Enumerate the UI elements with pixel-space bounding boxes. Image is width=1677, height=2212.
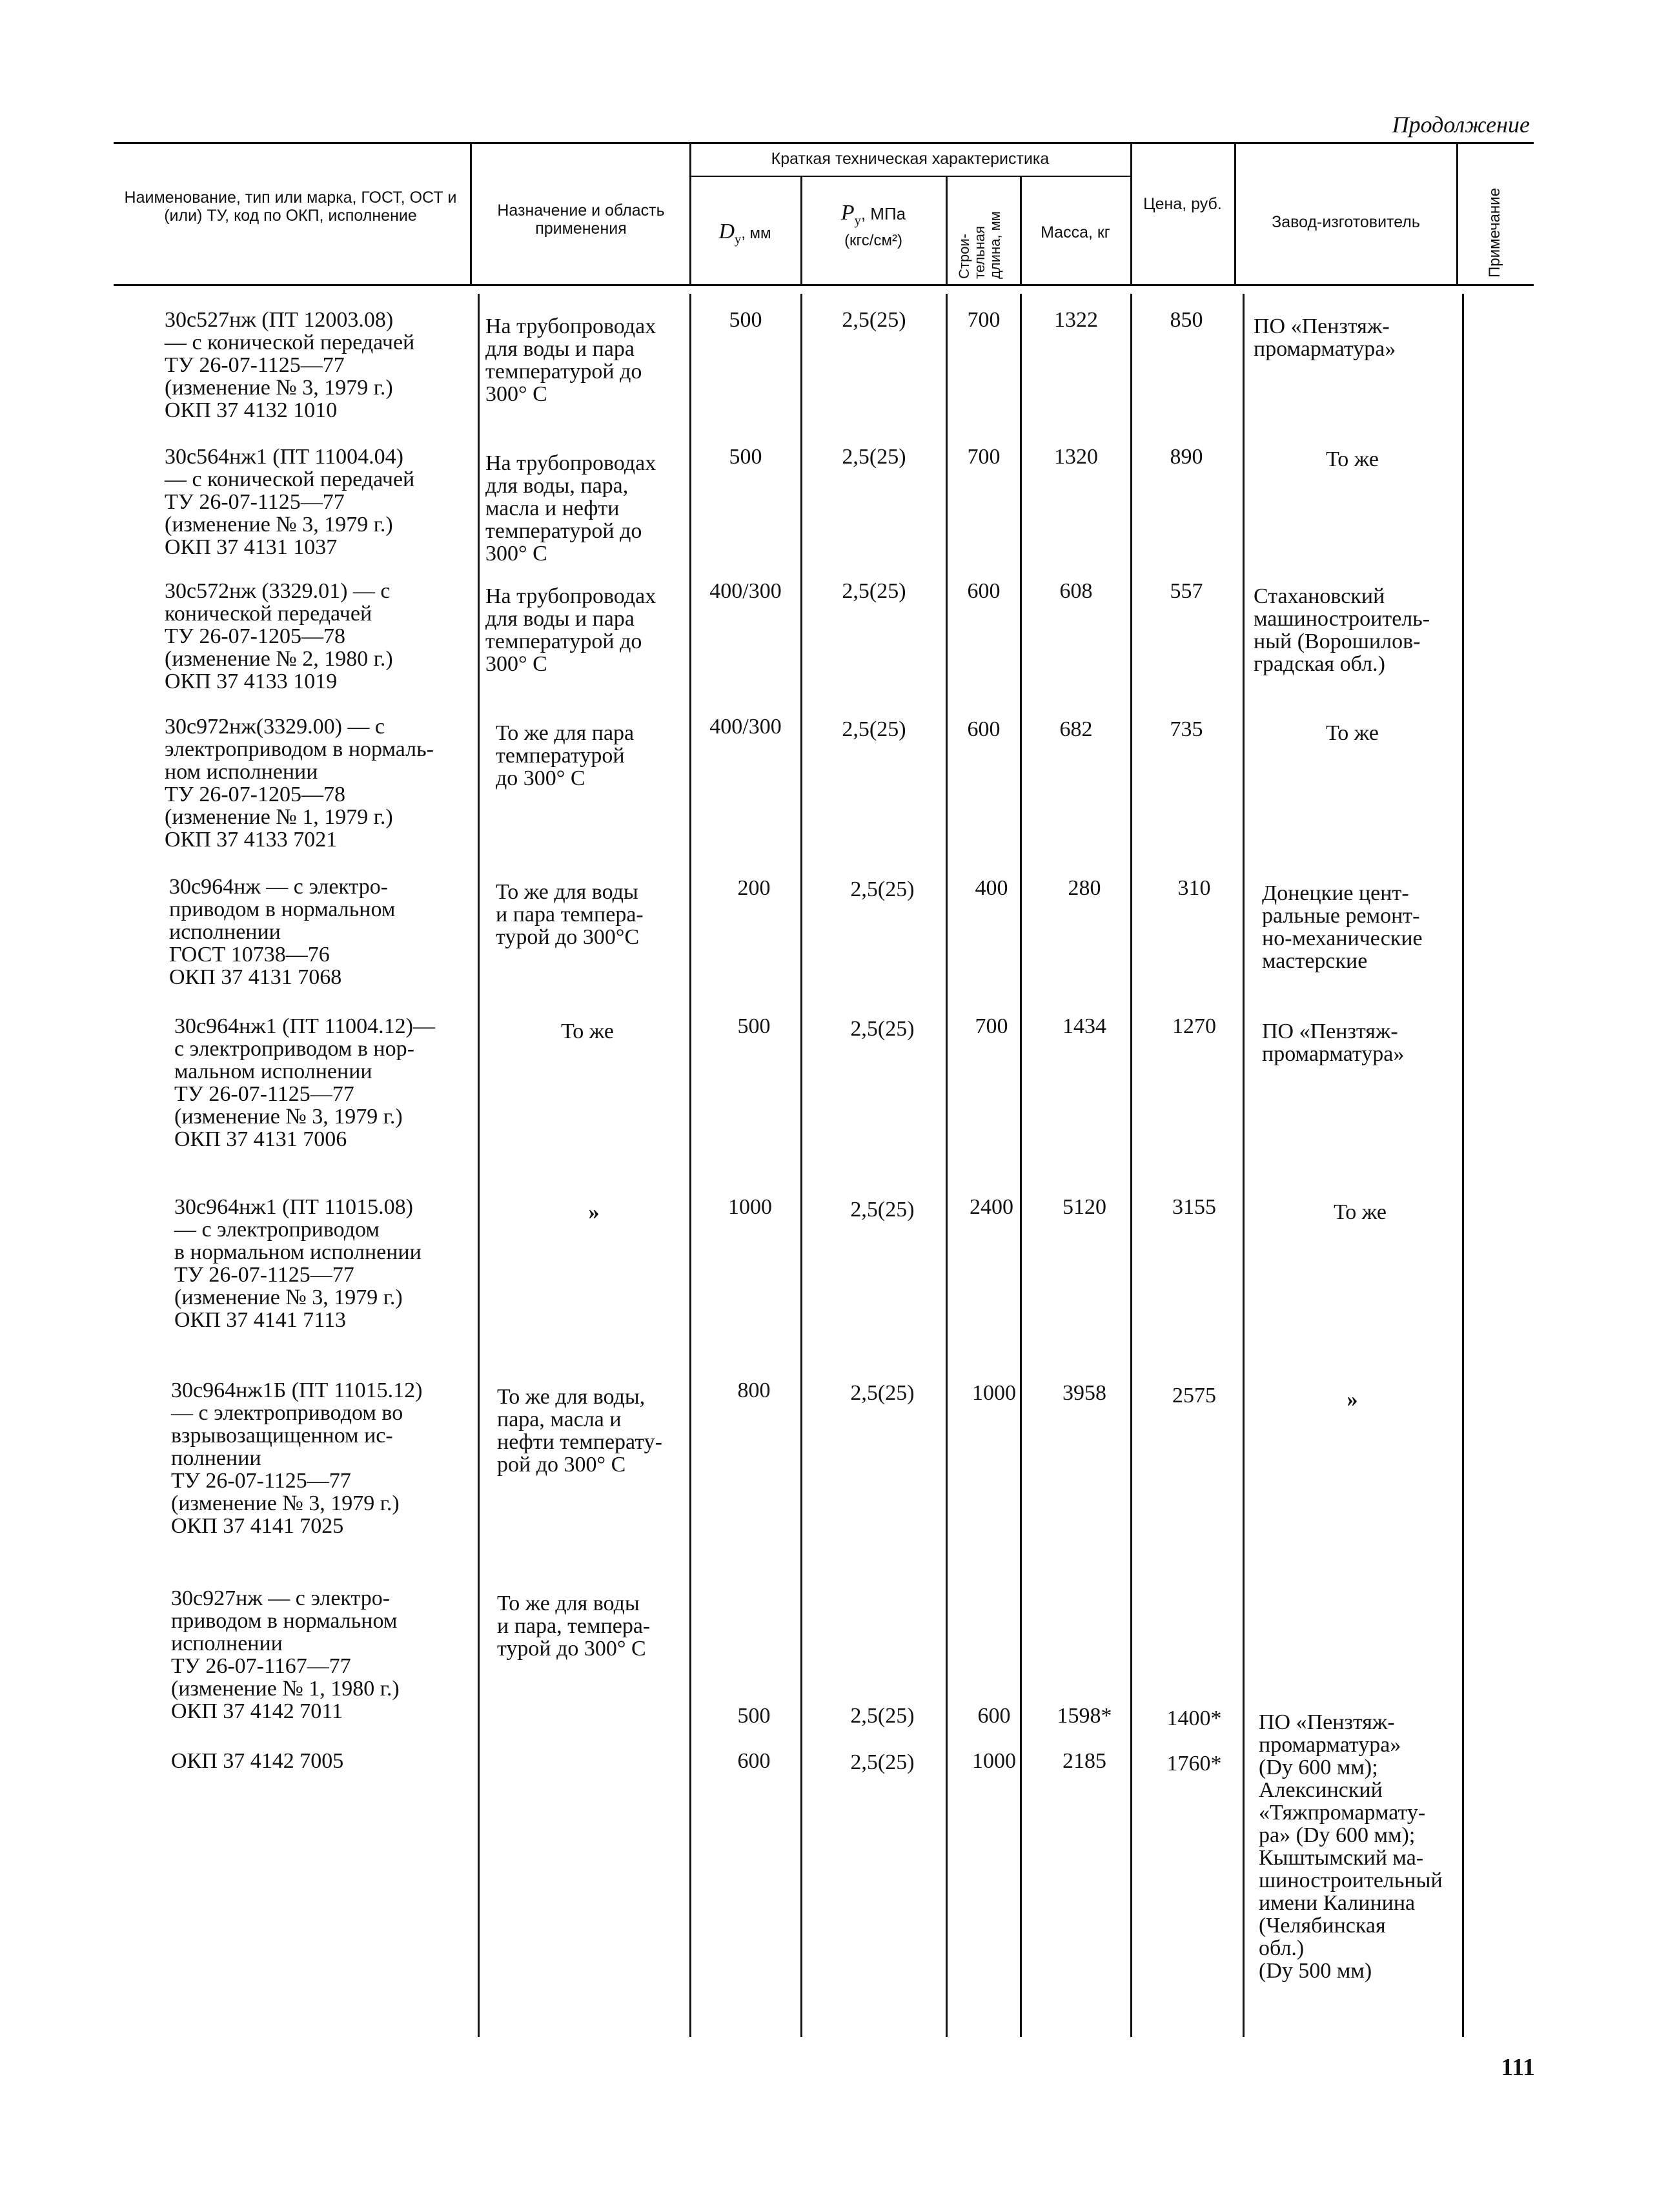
row-1-dy: 500 (729, 308, 762, 332)
header-dy (691, 220, 799, 249)
header-divider (470, 143, 472, 284)
header-bottom-rule (114, 284, 1534, 286)
header-purpose: Назначение и область применения (497, 201, 665, 238)
page-number: 111 (1501, 2054, 1535, 2081)
row-1-purpose: На трубопроводах для воды и пара температурой до 300° С (485, 314, 656, 406)
row-1-mass: 1322 (1054, 308, 1098, 332)
row-2-length: 700 (967, 445, 1001, 469)
row-6-length: 700 (975, 1014, 1008, 1038)
row-4-name: 30с972нж(3329.00) — с электроприводом в нормаль- ном исполнении ТУ 26-07-1205—78 (изменение № 1, 1979 г.) ОКП 37 4133 7021 (165, 715, 434, 852)
row-2-mass: 1320 (1054, 445, 1098, 469)
row-1-maker: ПО «Пензтяж- промарматура» (1254, 314, 1396, 361)
row-9-length: 600 (977, 1704, 1011, 1728)
row-2-name: 30с564нж1 (ПТ 11004.04) — с конической передачей ТУ 26-07-1125—77 (изменение № 3, 1979 г.) ОКП 37 4131 1037 (165, 445, 415, 559)
header-py-subscript: у (854, 213, 861, 228)
row-10-py: 2,5(25) (850, 1750, 915, 1774)
row-3-maker: Стахановский машиностроитель- ный (Ворошилов- градская обл.) (1254, 584, 1430, 676)
header-maker: Завод-изготовитель (1272, 213, 1420, 231)
row-6-dy: 500 (737, 1014, 771, 1038)
header-dy-unit: , мм (741, 225, 771, 242)
row-5-mass: 280 (1068, 876, 1101, 900)
continuation-label: Продолжение (1392, 112, 1530, 138)
row-2-maker: То же (1326, 447, 1379, 471)
row-7-length: 2400 (970, 1195, 1013, 1219)
body-divider (1130, 294, 1132, 2037)
header-py-unit: , МПа (860, 204, 906, 223)
row-3-length: 600 (967, 579, 1001, 603)
row-4-maker: То же (1326, 721, 1379, 745)
body-divider (689, 294, 691, 2037)
header-dy-symbol: D (718, 220, 735, 243)
row-5-maker: Донецкие цент- ральные ремонт- но-механические мастерские (1262, 881, 1423, 973)
row-2-py: 2,5(25) (842, 445, 906, 469)
row-7-name: 30с964нж1 (ПТ 11015.08) — с электроприводом в нормальном исполнении ТУ 26-07-1125—77 (изменение № 3, 1979 г.) ОКП 37 4141 7113 (174, 1195, 422, 1332)
header-divider (1130, 143, 1132, 284)
row-4-dy: 400/300 (709, 715, 782, 739)
row-7-dy: 1000 (728, 1195, 772, 1219)
header-py-symbol: P (840, 201, 855, 225)
header-divider (1456, 143, 1458, 284)
row-9-py: 2,5(25) (850, 1704, 915, 1728)
row-2-purpose: На трубопроводах для воды, пара, масла и нефти температурой до 300° С (485, 451, 656, 566)
row-7-maker: То же (1334, 1200, 1387, 1224)
row-3-price: 557 (1170, 579, 1203, 603)
row-1-name: 30с527нж (ПТ 12003.08) — с конической передачей ТУ 26-07-1125—77 (изменение № 3, 1979 г.) ОКП 37 4132 1010 (165, 308, 415, 422)
body-divider (1243, 294, 1245, 2037)
row-5-price: 310 (1177, 876, 1211, 900)
row-4-price: 735 (1170, 717, 1203, 741)
row-4-length: 600 (967, 717, 1001, 741)
header-py (802, 201, 945, 250)
row-7-py: 2,5(25) (850, 1198, 915, 1222)
row-3-name: 30с572нж (3329.01) — с конической передачей ТУ 26-07-1205—78 (изменение № 2, 1980 г.) ОКП 37 4133 1019 (165, 579, 393, 693)
header-price: Цена, руб. (1143, 195, 1222, 213)
row-5-length: 400 (975, 876, 1008, 900)
row-9-purpose: То же для воды и пара, темпера- турой до 300° С (497, 1592, 651, 1661)
header-dy-subscript: у (735, 232, 742, 247)
header-name: Наименование, тип или марка, ГОСТ, ОСТ и (или) ТУ, код по ОКП, исполнение (124, 189, 457, 225)
header-note: Примечание (1486, 188, 1503, 278)
body-divider (800, 294, 802, 2037)
table-top-rule (114, 142, 1534, 144)
row-5-dy: 200 (737, 876, 771, 900)
header-tech-group: Краткая техническая характеристика (771, 150, 1050, 168)
header-divider (946, 177, 948, 284)
header-py-unit2: (кгс/см²) (844, 231, 902, 249)
row-9-mass: 1598* (1057, 1704, 1112, 1728)
row-6-mass: 1434 (1062, 1014, 1106, 1038)
row-1-py: 2,5(25) (842, 308, 906, 332)
row-10-mass: 2185 (1062, 1749, 1106, 1773)
header-length: Строи-тельная длина, мм (956, 211, 1003, 279)
body-divider (1462, 294, 1464, 2037)
row-3-dy: 400/300 (709, 579, 782, 603)
row-8-dy: 800 (737, 1378, 771, 1402)
body-divider (478, 294, 480, 2037)
row-9-price: 1400* (1166, 1706, 1222, 1730)
row-8-length: 1000 (972, 1381, 1016, 1405)
row-4-purpose: То же для пара температурой до 300° С (496, 721, 635, 790)
header-mass: Масса, кг (1041, 223, 1110, 241)
row-9-dy: 500 (737, 1704, 771, 1728)
row-5-py: 2,5(25) (850, 877, 915, 901)
row-3-purpose: На трубопроводах для воды и пара температурой до 300° С (485, 584, 656, 676)
row-7-purpose: » (588, 1200, 600, 1224)
row-8-maker: » (1347, 1388, 1358, 1411)
row-2-price: 890 (1170, 445, 1203, 469)
row-6-py: 2,5(25) (850, 1017, 915, 1041)
row-6-price: 1270 (1172, 1014, 1216, 1038)
row-10-length: 1000 (972, 1749, 1016, 1773)
row-10-dy: 600 (737, 1749, 771, 1773)
row-8-purpose: То же для воды, пара, масла и нефти температу- рой до 300° С (497, 1385, 662, 1477)
tech-group-rule (689, 176, 1130, 177)
row-10-price: 1760* (1166, 1752, 1222, 1776)
row-4-mass: 682 (1059, 717, 1093, 741)
row-6-name: 30с964нж1 (ПТ 11004.12)— с электроприводом в нор- мальном исполнении ТУ 26-07-1125—77 (изменение № 3, 1979 г.) ОКП 37 4131 7006 (174, 1014, 435, 1151)
row-7-mass: 5120 (1062, 1195, 1106, 1219)
row-3-py: 2,5(25) (842, 579, 906, 603)
row-3-mass: 608 (1059, 579, 1093, 603)
body-divider (946, 294, 948, 2037)
row-1-length: 700 (967, 308, 1001, 332)
row-6-purpose: То же (561, 1019, 614, 1043)
body-divider (1020, 294, 1022, 2037)
row-7-price: 3155 (1172, 1195, 1216, 1219)
row-10-name: ОКП 37 4142 7005 (171, 1749, 344, 1773)
row-9-name: 30с927нж — с электро- приводом в нормальном исполнении ТУ 26-07-1167—77 (изменение № 1, 1980 г.) ОКП 37 4142 7011 (171, 1586, 400, 1723)
row-2-dy: 500 (729, 445, 762, 469)
row-1-price: 850 (1170, 308, 1203, 332)
row-9-maker: ПО «Пензтяж- промарматура» (Dу 600 мм); Алексинский «Тяжпромармату- ра» (Dу 600 мм); Кыштымский ма- шиностроительный имени Калинина (Челябинская обл.) (Dу 500 мм) (1259, 1710, 1443, 1983)
row-8-py: 2,5(25) (850, 1381, 915, 1405)
row-8-price: 2575 (1172, 1384, 1216, 1408)
row-6-maker: ПО «Пензтяж- промарматура» (1262, 1019, 1405, 1066)
row-5-purpose: То же для воды и пара темпера- турой до 300°С (496, 880, 644, 949)
row-5-name: 30с964нж — с электро- приводом в нормальном исполнении ГОСТ 10738—76 ОКП 37 4131 7068 (169, 875, 396, 989)
row-8-name: 30с964нж1Б (ПТ 11015.12) — с электроприводом во взрывозащищенном ис- полнении ТУ 26-07-1125—77 (изменение № 3, 1979 г.) ОКП 37 4141 7025 (171, 1378, 423, 1538)
row-8-mass: 3958 (1062, 1381, 1106, 1405)
row-4-py: 2,5(25) (842, 717, 906, 741)
